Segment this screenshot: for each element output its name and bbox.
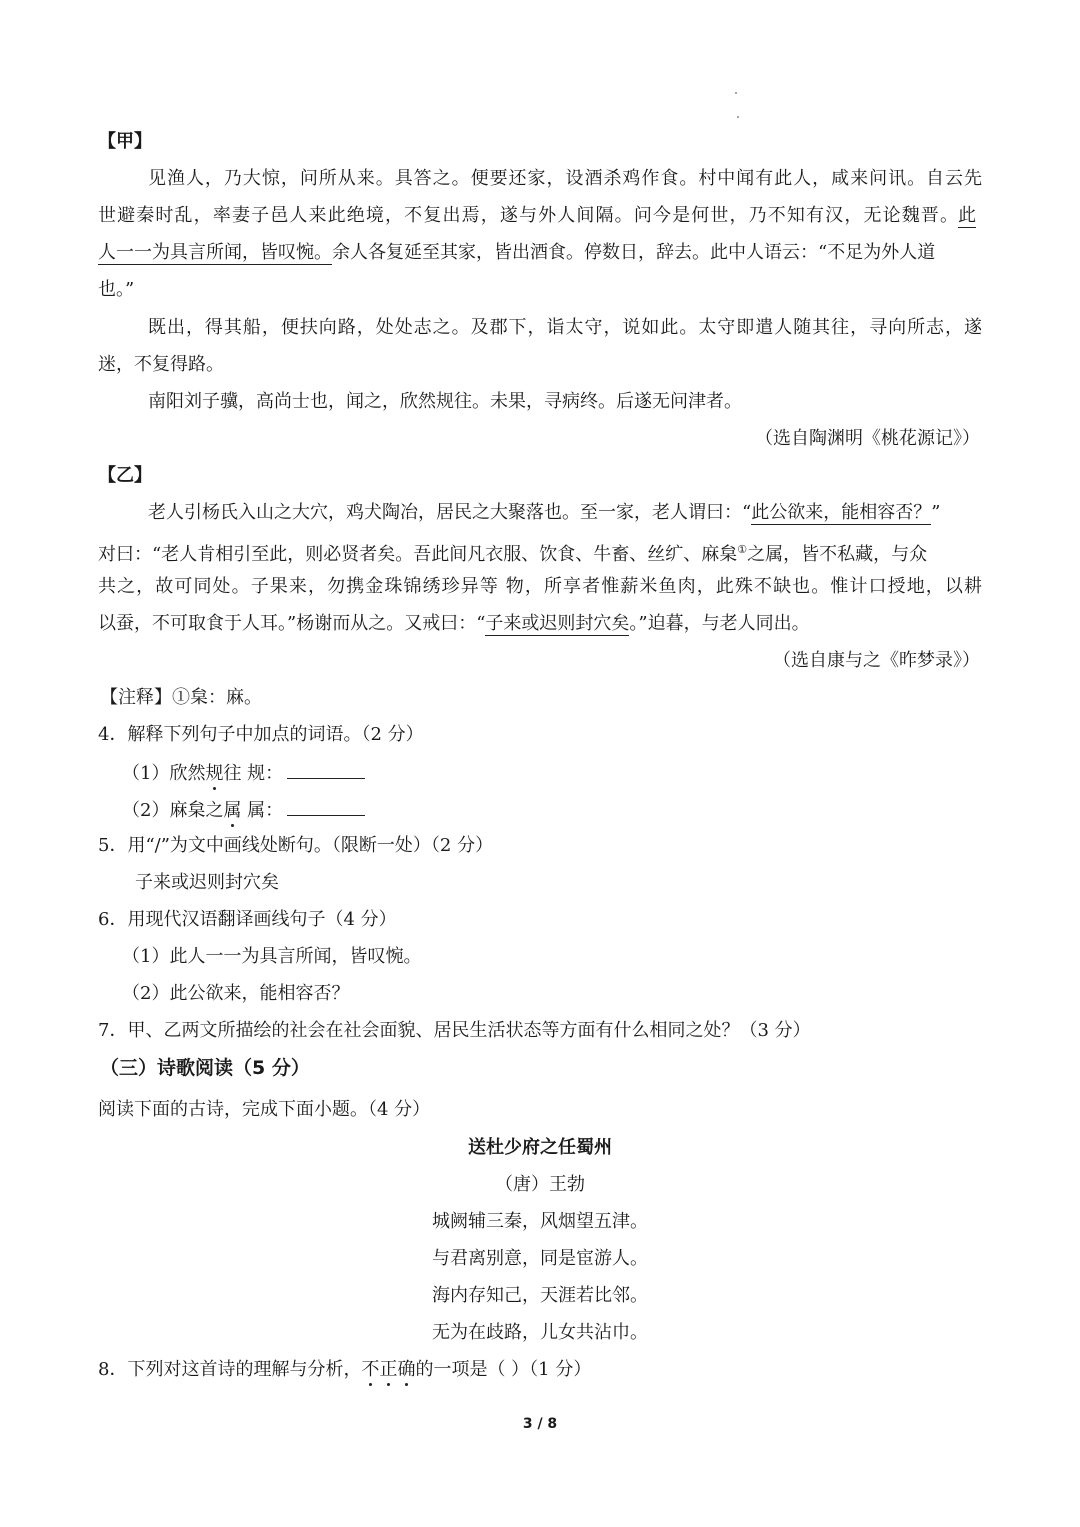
question-text: 的一项是（ ）（1 分）: [415, 1359, 592, 1380]
passage-a-text: 世避秦时乱，率妻子邑人来此绝境，不复出焉，遂与外人间隔。问今是何世，乃不知有汉，无论魏晋。: [98, 205, 958, 226]
passage-a-line: [98, 241, 982, 265]
passage-a-line: 迷，不复得路。: [98, 354, 224, 375]
poem-author: （唐）王勃: [495, 1174, 585, 1195]
answer-blank[interactable]: [287, 797, 365, 816]
passage-b-text: 。”迫暮，与老人同出。: [629, 613, 810, 634]
passage-a-line: 南阳刘子骥，高尚士也，闻之，欣然规往。未果，寻病终。后遂无问津者。: [148, 391, 742, 412]
question-6-1: （1）此人一一为具言所闻，皆叹惋。: [122, 946, 422, 967]
passage-a-text: 余人各复延至其家，皆出酒食。停数日，辞去。此中人语云：“不足为外人道: [332, 242, 936, 263]
question-text: （2）麻枲之: [122, 800, 224, 821]
dotted-word: 正: [379, 1359, 398, 1380]
passage-b-line: 共之，故可同处。子果来，勿携金珠锦绣珍异等 物，所享者惟薪米鱼肉，此殊不缺也。惟计口授地，以耕: [98, 576, 982, 597]
passage-a-line: [98, 204, 982, 228]
page-number: 3 / 8: [522, 1416, 558, 1432]
underlined-sentence: 子来或迟则封穴矣: [485, 613, 630, 634]
annotation-note: 【注释】①枲：麻。: [100, 687, 262, 708]
question-6-2: （2）此公欲来，能相容否？: [122, 983, 350, 1004]
dotted-word: 确: [397, 1359, 416, 1380]
question-5-text: 子来或迟则封穴矣: [135, 872, 279, 893]
question-text: 往 规：: [223, 763, 284, 784]
dotted-word: 不: [361, 1359, 380, 1380]
scan-speck: [737, 116, 739, 118]
passage-b-text: 对曰：“老人肯相引至此，则必贤者矣。吾此间凡衣服、饮食、牛畜、丝纩、麻枲: [98, 544, 738, 565]
question-4-1: [122, 760, 365, 786]
section-intro: 阅读下面的古诗，完成下面小题。（4 分）: [98, 1099, 431, 1120]
passage-b-text: 之属，皆不私藏，与众: [747, 544, 928, 565]
passage-b-text: 以蚕，不可取食于人耳。”杨谢而从之。又戒曰：“: [98, 613, 486, 634]
question-5: 5．用“/”为文中画线处断句。（限断一处）（2 分）: [98, 835, 494, 856]
section-heading: （三）诗歌阅读（5 分）: [100, 1057, 310, 1079]
passage-b-text: 老人引杨氏入山之大穴，鸡犬陶冶，居民之大聚落也。至一家，老人谓曰：“: [148, 502, 752, 523]
passage-b-line: [98, 612, 982, 636]
passage-b-text: ”: [931, 502, 941, 523]
dotted-word: 规: [205, 763, 224, 784]
question-4-2: [122, 797, 365, 823]
question-4: 4．解释下列句子中加点的词语。（2 分）: [98, 724, 424, 745]
scan-speck: [735, 92, 737, 94]
poem-line: 海内存知己，天涯若比邻。: [432, 1285, 648, 1306]
passage-b-label: 【乙】: [98, 465, 152, 486]
question-text: 属：: [241, 800, 284, 821]
passage-a-label: 【甲】: [98, 131, 152, 152]
underlined-sentence: 人一一为具言所闻，皆叹惋。: [98, 242, 332, 263]
answer-blank[interactable]: [287, 760, 365, 779]
question-text: 8．下列对这首诗的理解与分析，: [98, 1359, 362, 1380]
dotted-word: 属: [223, 800, 242, 821]
passage-a-source: （选自陶渊明《桃花源记》）: [755, 428, 980, 449]
passage-b-source: （选自康与之《昨梦录》）: [773, 650, 980, 671]
underlined-sentence: 此: [958, 205, 976, 226]
question-text: （1）欣然: [122, 763, 206, 784]
poem-line: 与君离别意，同是宦游人。: [432, 1248, 648, 1269]
passage-a-line: 也。”: [98, 279, 135, 300]
underlined-sentence: 此公欲来，能相容否？: [751, 502, 932, 523]
question-8: [98, 1358, 591, 1382]
passage-a-line: 见渔人，乃大惊，问所从来。具答之。便要还家，设酒杀鸡作食。村中闻有此人，咸来问讯。自云先: [148, 168, 982, 189]
question-6: 6．用现代汉语翻译画线句子（4 分）: [98, 909, 397, 930]
poem-line: 无为在歧路，儿女共沾巾。: [432, 1322, 648, 1343]
passage-b-line: [98, 538, 982, 567]
poem-line: 城阙辅三秦，风烟望五津。: [432, 1211, 648, 1232]
passage-a-line: 既出，得其船，便扶向路，处处志之。及郡下，诣太守，说如此。太守即遣人随其往，寻向所志，遂: [148, 317, 982, 338]
footnote-marker: ①: [737, 543, 748, 556]
passage-b-line: [148, 501, 940, 525]
question-7: 7．甲、乙两文所描绘的社会在社会面貌、居民生活状态等方面有什么相同之处？（3 分）: [98, 1020, 811, 1041]
poem-title: 送杜少府之任蜀州: [468, 1137, 612, 1158]
